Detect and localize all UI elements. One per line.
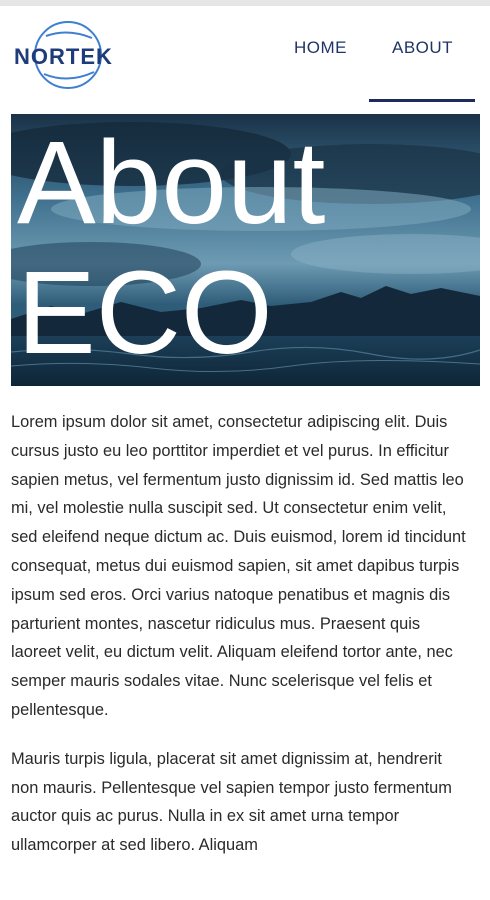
header bbox=[0, 6, 490, 110]
active-nav-indicator bbox=[369, 99, 475, 102]
page-title: About ECO bbox=[17, 117, 326, 379]
brand-logo[interactable] bbox=[14, 16, 122, 90]
paragraph: Mauris turpis ligula, placerat sit amet dignissim at, hendrerit non mauris. Pellentesque vel sapien tempor justo fermentum auctor quis ac purus. Nulla in ex sit amet urna tempor ullamcorper at sed libero. Aliquam bbox=[11, 749, 452, 855]
nav-item-home[interactable]: HOME bbox=[294, 38, 347, 57]
hero-banner bbox=[11, 114, 480, 386]
nav-item-about[interactable]: ABOUT bbox=[392, 38, 454, 57]
paragraph: Lorem ipsum dolor sit amet, consectetur adipiscing elit. Duis cursus justo eu leo porttitor imperdiet et vel purus. In efficitur sapien metus, vel fermentum justo dignissim id. Sed mattis leo mi, vel molestie nulla suscipit sed. Ut consectetur enim velit, sed eleifend neque dictum ac. Duis euismod, lorem id tincidunt consequat, metus dui euismod sapien, sit amet dapibus turpis ipsum sed eros. Orci varius natoque penatibus et magnis dis parturient montes, nascetur ridiculus mus. Praesent quis laoreet velit, eu dictum velit. Aliquam eleifend tortor ante, nec semper mauris sodales vitae. Nunc scelerisque vel felis et pellentesque. bbox=[11, 413, 466, 719]
brand-name: NORTEK bbox=[14, 44, 113, 69]
article-body bbox=[11, 408, 473, 880]
